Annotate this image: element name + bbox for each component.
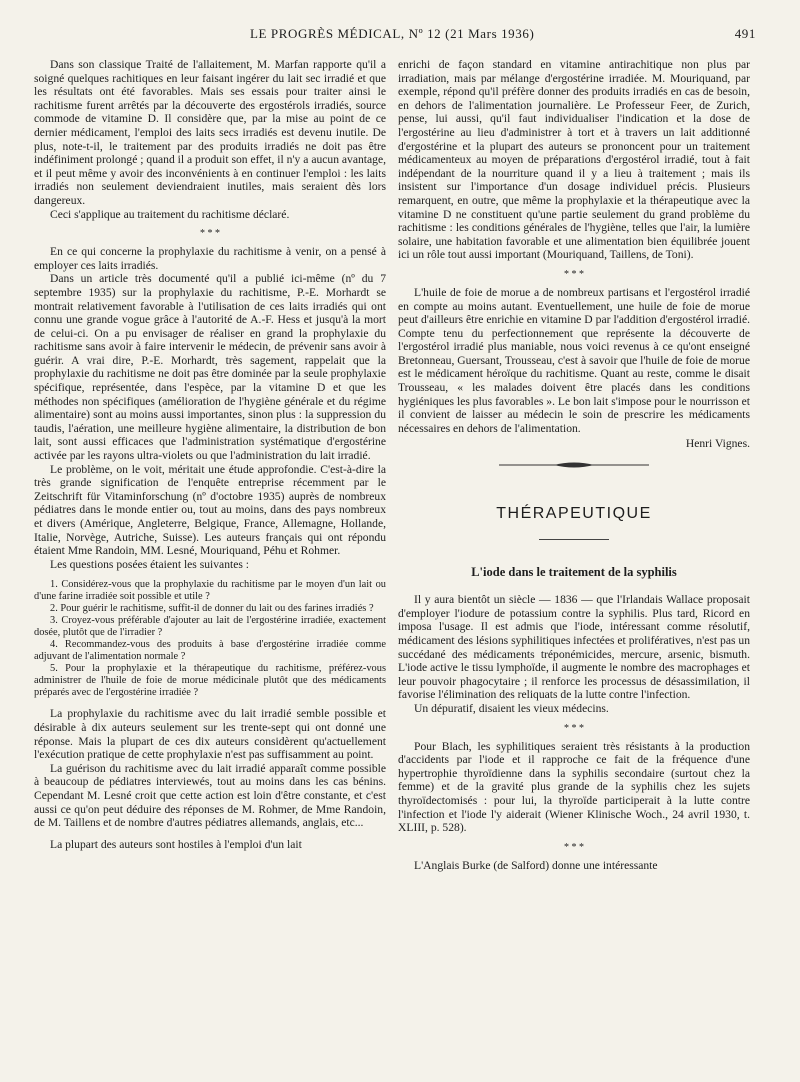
question-4: 4. Recommandez-vous des produits à base d'ergostérine irradiée comme adjuvant de l'alimentation normale ? [34,639,386,663]
question-2: 2. Pour guérir le rachitisme, suffit-il de donner du lait ou des farines irradiés ? [50,603,374,615]
paragraph-wallace: Il y aura bientôt un siècle — 1836 — que l'Irlandais Wallace proposait d'employer l'iodure de potassium contre la syphilis. Plus tard, Ricord en imposa l'usage. Il est admis que l'iode, intéressant comme résolutif, médicament des lésions syphilitiques infectées et prolifératives, n'est pas un succédané des médicaments tréponémicides, mercure, arsenic, bismuth. L'iode active le tissu lymphoïde, il augmente le nombre des macrophages et leur pouvoir phagocytaire ; il renforce les processus de désassimilation, il favorise l'élimination des reliquats de la lutte contre l'infection. [398,593,750,702]
running-title: LE PROGRÈS MÉDICAL, Nº 12 (21 Mars 1936) [250,26,535,41]
title-rule [539,539,609,540]
article-title: L'iode dans le traitement de la syphilis [471,564,677,579]
paragraph-enrichi: enrichi de façon standard en vitamine antirachitique non plus par irradiation, mais par mélange d'ergostérine irradiée. M. Mouriquand, par exemple, répond qu'il préfère donner des produits irradiés en cas de besoin, en dehors de l'alimentation journalière. Le Professeur Feer, de Zurich, pense, lui aussi, qu'il faut individualiser l'indication et la dose de l'ergostérine au lieu d'administrer à tort et à travers un lait additionné d'ergostérine et la plupart des auteurs se prononcent pour un traitement médicamenteux au moyen de préparations d'ergostérol irradié, tout à fait indépendant de la nourriture quand il y a lieu à traitement ; mais ils insistent sur l'importance d'un dosage individuel précis. Plusieurs remarquent, en outre, que même la prophylaxie et la thérapeutique avec la vitamine D ne constituent qu'une partie seulement du grand problème du rachitisme : les conditions générales de l'hygiène, telles que l'air, la lumière solaire, une habitation favorable et une alimentation bien équilibrée jouent ici un rôle tout aussi important (Mouriquand, Taillens, de Toni). [398,58,750,262]
section-separator-stars: * * * [564,841,584,853]
left-column [34,58,386,851]
paragraph-guerison: La guérison du rachitisme avec du lait irradié apparaît comme possible à beaucoup de pédiatres interviewés, tout au moins dans les cas bénins. Cependant M. Lesné croit que cette action est loin d'être constante, et c'est aussi ce qu'on peut déduire des réponses de M. Rohmer, de Mme Randoin, de M. Taillens et de nombre d'autres pédiatres allemands, anglais, etc... [34,761,386,830]
ornamental-rule [499,461,649,469]
section-title: THÉRAPEUTIQUE [496,505,652,523]
running-header [40,26,756,46]
paragraph-morhardt: Dans un article très documenté qu'il a publié ici-même (nº du 7 septembre 1935) sur la prophylaxie du rachitisme, P.-E. Morhardt se montrait relativement favorable à l'utilisation de ces laits irradiés qui ont connu une grande vogue grâce à l'autorité de A.-F. Hess et jusqu'à la mort de celui-ci. On a pu envisager de réaliser en grand la prophylaxie du rachitisme sans avoir à faire intervenir le médecin, de prévenir sans avoir à guérir. A vrai dire, P.-E. Morhardt, très sagement, rappelait que la prophylaxie du rachitisme ne doit pas être dominée par la seule prophylaxie spécifique, représentée, dans l'espèce, par la vitamine D et que les méthodes non spécifiques (amélioration de l'hygiène générale et du régime alimentaire) sont au moins aussi importantes, sinon plus : la suppression du taudis, l'aération, une meilleure hygiène alimentaire, la distribution de bon lait, sont aussi efficaces que l'administration systématique d'ergostérine activée par les rayons ultra-violets ou que l'administration du lait irradié. [34,272,386,463]
paragraph-burke: L'Anglais Burke (de Salford) donne une intéressante [414,858,658,872]
paragraph-bloch: Pour Blach, les syphilitiques seraient très résistants à la production d'accidents par l'iode et il rapproche ce fait de la fréquence d'une hypertrophie thyroïdienne dans la syphilis secondaire (surtout chez la femme) et de la gravité plus grande de la syphilis chez les sujets thyroïdectomisés : pour lui, la thyroïde participerait à la lutte contre l'infection et l'iode l'y aiderait (Wiener Klinische Woch., 24 avril 1930, t. XLIII, p. 528). [398,739,750,835]
paragraph-marfan: Dans son classique Traité de l'allaitement, M. Marfan rapporte qu'il a soigné quelques rachitiques en leur faisant ingérer du lait sec irradié et que les résultats ont été favorables. Mais ses essais pour traiter ainsi le rachitisme furent arrêtés par la découverte des ergostérols irradiés, source commode de vitamine D. Il considère que, par la mise au point de ce dernier médicament, l'emploi des laits secs irradiés est devenu inutile. De plus, note-t-il, le traitement par des produits irradiés ne doit pas être indéfiniment prolongé ; quand il a produit son effet, il n'y a aucun avantage, et il peut même y avoir des inconvénients à en continuer l'emploi : les laits irradiés non seulement deviendraient inutiles, mais seraient dès lors dangereux. [34,58,386,207]
paragraph-huile-foie: L'huile de foie de morue a de nombreux partisans et l'ergostérol irradié en compte au moins autant. Eventuellement, une huile de foie de morue peut d'ailleurs être enrichie en vitamine D par l'addition d'ergostérol irradié. Compte tenu du perfectionnement que représente la découverte de l'ergostérol irradié plus maniable, nous voici revenus à ce qu'ont enseigné Bretonneau, Guersant, Trousseau, c'est à savoir que l'huile de foie de morue est le médicament héroïque du rachitisme. Quant au reste, comme le disait Trousseau, « les malades doivent être placés dans les conditions hygiéniques les plus favorables ». Le bon lait s'impose pour le nourrisson et il convient de laisser au médecin le soin de prescrire les médicaments nécessaires en dehors de l'alimentation. [398,285,750,435]
paragraph-questions-intro: Les questions posées étaient les suivantes : [50,557,249,571]
page-number: 491 [734,26,756,41]
right-column [398,58,750,872]
question-5: 5. Pour la prophylaxie et la thérapeutique du rachitisme, préférez-vous administrer de l'huile de foie de morue médicinale plutôt que des médicaments préparés avec de l'ergostérine irradiée ? [34,663,386,699]
section-separator-stars: * * * [564,268,584,280]
paragraph-enquete: Le problème, on le voit, méritait une étude approfondie. C'est-à-dire la très grande signification de l'enquête entreprise récemment par le Zeitschrift für Vitaminforschung (nº d'octobre 1935) auprès de nombreux pédiatres dans le monde entier ou, tout au moins, dans des pays nombreux et divers (Amérique, Angleterre, Belgique, France, Allemagne, Hollande, Italie, Norvège, Autriche, Suisse). Les auteurs français qui ont répondu étaient Mme Randoin, MM. Lesné, Mouriquand, Péhu et Rohmer. [34,462,386,558]
section-separator-stars: * * * [200,228,220,240]
question-3: 3. Croyez-vous préférable d'ajouter au lait de l'ergostérine irradiée, exactement dosée, plutôt que de l'irradier ? [34,615,386,639]
paragraph-prophylaxie-lait: La prophylaxie du rachitisme avec du lait irradié semble possible et désirable à dix auteurs seulement sur les trente-sept qui ont donné une réponse. Mais la plupart de ces dix auteurs considèrent qu'actuellement l'exécution pratique de cette prophylaxie n'est pas suffisamment au point. [34,707,386,762]
paragraph-ceci: Ceci s'applique au traitement du rachitisme déclaré. [50,207,290,221]
question-1: 1. Considérez-vous que la prophylaxie du rachitisme par le moyen d'un lait ou d'une farine irradiée soit possible et utile ? [34,579,386,603]
author-signature: Henri Vignes. [685,437,750,451]
paragraph-depuratif: Un dépuratif, disaient les vieux médecins. [414,701,609,715]
section-separator-stars: * * * [564,722,584,734]
paragraph-plupart: La plupart des auteurs sont hostiles à l'emploi d'un lait [50,837,302,851]
paragraph-prophylaxie: En ce qui concerne la prophylaxie du rachitisme à venir, on a pensé à employer ces laits irradiés. [34,245,386,272]
